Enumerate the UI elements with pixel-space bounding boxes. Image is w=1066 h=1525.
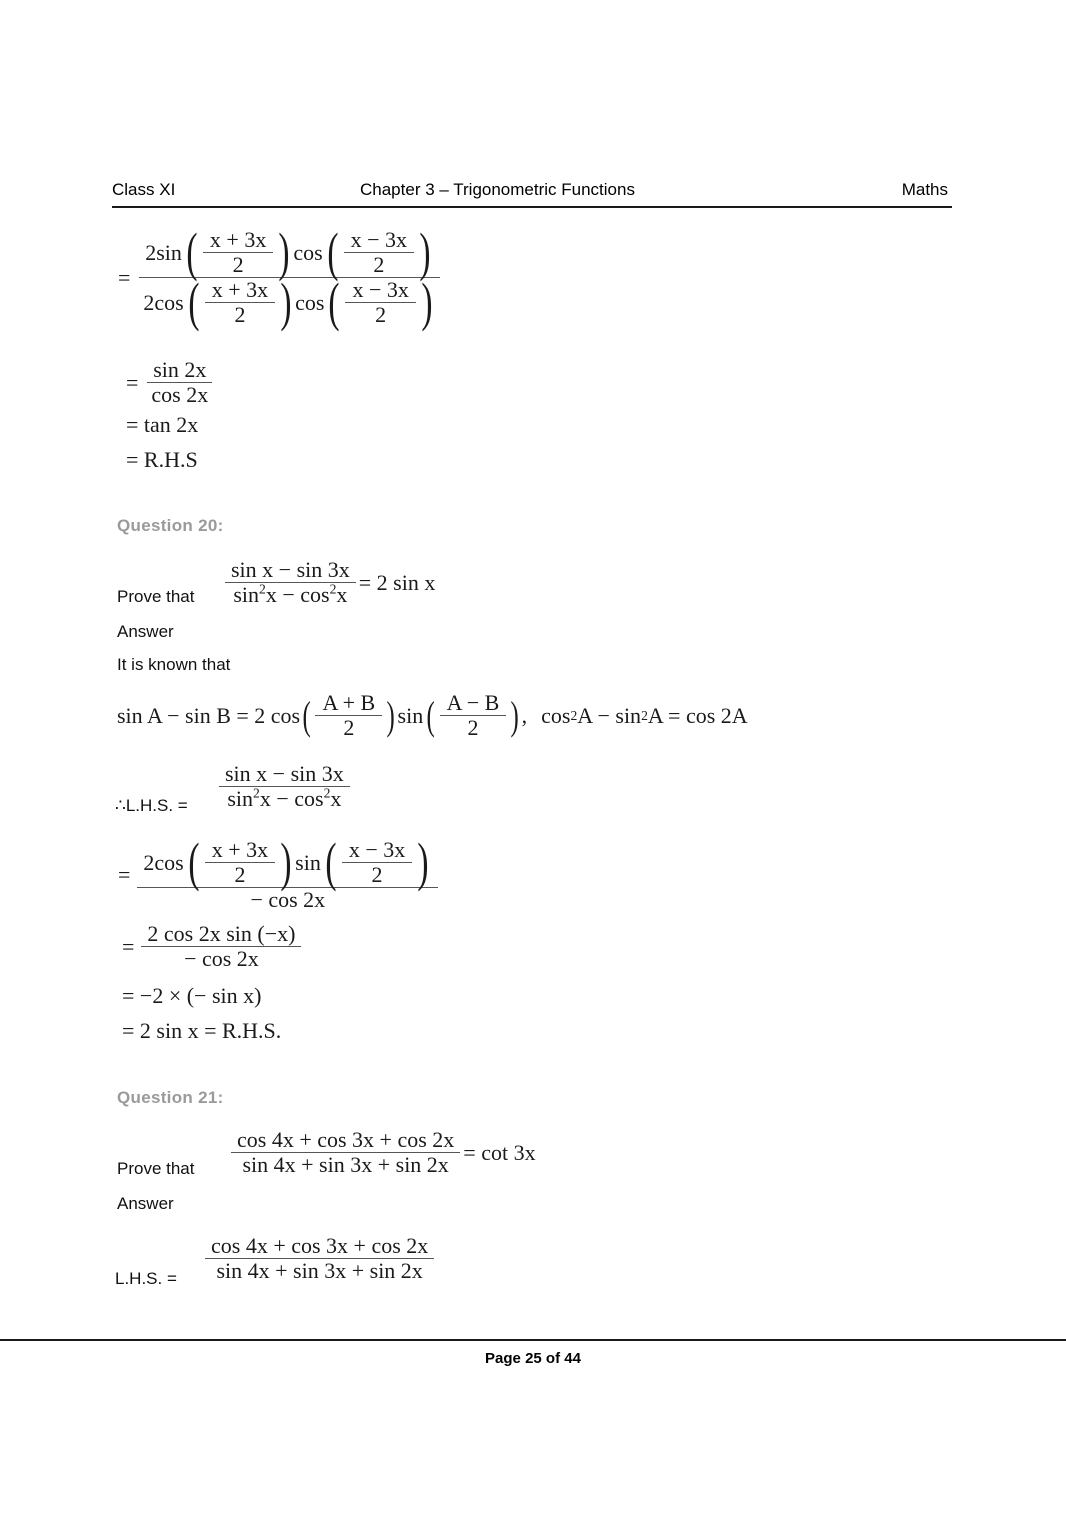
question-20-step3: = −2 × (− sin x) xyxy=(122,983,262,1008)
math-continued-step1 xyxy=(118,221,445,332)
inner-numerator-2: x − 3x xyxy=(342,839,412,863)
statement-right-side: = 2 sin x xyxy=(358,569,436,595)
right-paren-icon: ) xyxy=(280,271,292,332)
math-continued-step2 xyxy=(126,358,217,407)
numerator-coefficient: 2 xyxy=(143,849,155,875)
compound-fraction xyxy=(137,221,441,332)
fraction-denominator: − cos 2x xyxy=(250,887,326,912)
inner-numerator-4: x − 3x xyxy=(345,279,415,303)
fraction-numerator: 2 cos 2x sin (−x) xyxy=(141,922,301,947)
inner-fraction-1 xyxy=(205,839,275,886)
left-paren-icon: ( xyxy=(302,692,311,738)
left-paren-icon: ( xyxy=(188,831,200,892)
statement-fraction xyxy=(231,1128,460,1177)
question-20-prove-label: Prove that xyxy=(117,587,195,606)
left-paren-icon: ( xyxy=(426,692,436,738)
question-21-statement xyxy=(228,1128,536,1177)
fraction-numerator xyxy=(139,221,440,282)
denominator-exponent-1: 2 xyxy=(253,785,260,801)
denominator-part-3: x xyxy=(336,582,348,607)
fraction-numerator: sin 2x xyxy=(147,358,212,383)
numerator-function-2: cos xyxy=(293,239,323,265)
question-20-answer-label: Answer xyxy=(117,622,174,641)
page-header xyxy=(112,180,952,208)
left-paren-icon: ( xyxy=(188,271,200,332)
question-20-statement xyxy=(222,558,435,607)
equals-sign: = xyxy=(118,862,131,887)
denominator-exponent-2: 2 xyxy=(329,581,337,597)
denominator-exponent-1: 2 xyxy=(259,581,266,597)
fraction-numerator: sin x − sin 3x xyxy=(219,762,350,787)
identity-numerator-1: A + B xyxy=(315,692,382,716)
denominator-part-2: x − cos xyxy=(259,786,324,811)
right-paren-icon: ) xyxy=(386,692,396,738)
footer-divider xyxy=(0,1339,1066,1341)
equals-sign: = xyxy=(118,264,131,290)
equals-sign: = xyxy=(122,933,135,959)
inner-denominator-4: 2 xyxy=(375,302,387,327)
statement-fraction xyxy=(225,558,356,607)
left-paren-icon: ( xyxy=(327,221,339,282)
identity-numerator-2: A − B xyxy=(440,692,507,716)
fraction-denominator: sin 4x + sin 3x + sin 2x xyxy=(216,1258,423,1283)
denominator-part-2: x − cos xyxy=(265,582,330,607)
inner-fraction-1 xyxy=(203,229,273,276)
question-20-known-label: It is known that xyxy=(117,655,231,674)
header-subject-label: Maths xyxy=(901,180,948,199)
question-21-answer-label: Answer xyxy=(117,1194,174,1213)
question-20-identity: sin A − sin B = 2 cos ( $\frac{A + B}{2}$ ) sin ( $\frac{A - B}{2}$ ) , cos 2 A − sin 2 A = cos 2A xyxy=(117,690,748,740)
lhs-fraction xyxy=(205,1234,434,1283)
question-20-heading: Question 20: xyxy=(117,516,224,535)
header-class-label: Class XI xyxy=(112,180,176,199)
inner-numerator-2: x − 3x xyxy=(344,229,414,253)
question-20-lhs-fraction xyxy=(216,762,353,811)
inner-fraction-3 xyxy=(205,279,275,326)
identity-denominator-2: 2 xyxy=(467,715,479,740)
fraction-denominator: cos 2x xyxy=(151,382,209,407)
left-paren-icon: ( xyxy=(186,221,198,282)
inner-numerator-3: x + 3x xyxy=(205,279,275,303)
question-21-lhs-label: L.H.S. = xyxy=(115,1269,177,1288)
numerator-function-2: sin xyxy=(295,849,321,875)
right-paren-icon: ) xyxy=(280,831,292,892)
simple-fraction xyxy=(145,358,214,407)
denominator-part-1: sin xyxy=(227,786,254,811)
inner-denominator-1: 2 xyxy=(232,252,244,277)
identity-comma: , xyxy=(521,702,528,728)
inner-numerator-1: x + 3x xyxy=(205,839,275,863)
right-paren-icon: ) xyxy=(421,271,433,332)
identity-fraction-1 xyxy=(315,692,382,739)
denominator-function-2: cos xyxy=(295,289,325,315)
inner-denominator-2: 2 xyxy=(371,862,383,887)
inner-fraction-2 xyxy=(342,839,412,886)
statement-right-side: = cot 3x xyxy=(463,1139,536,1165)
fraction-numerator: cos 4x + cos 3x + cos 2x xyxy=(205,1234,434,1259)
inner-denominator-3: 2 xyxy=(234,302,246,327)
numerator-function-1: cos xyxy=(154,849,184,875)
denominator-part-3: x xyxy=(330,786,342,811)
footer-page-number: Page 25 of 44 xyxy=(485,1350,581,1367)
right-paren-icon: ) xyxy=(419,221,431,282)
fraction-denominator: − cos 2x xyxy=(184,946,259,971)
identity-second-part-1: cos xyxy=(541,702,571,728)
identity-middle-function: sin xyxy=(397,702,424,728)
question-21-lhs-fraction xyxy=(202,1234,437,1283)
identity-second-part-2: A − sin xyxy=(577,702,642,728)
math-continued-step4: = R.H.S xyxy=(126,447,198,472)
fraction-denominator xyxy=(221,787,347,811)
denominator-exponent-2: 2 xyxy=(323,785,331,801)
numerator-function-1: sin xyxy=(156,239,182,265)
right-paren-icon: ) xyxy=(510,692,520,738)
question-21-prove-label: Prove that xyxy=(117,1159,195,1178)
step1-fraction xyxy=(137,831,438,912)
math-continued-step3: = tan 2x xyxy=(126,412,199,437)
right-paren-icon: ) xyxy=(278,221,290,282)
fraction-denominator xyxy=(137,271,441,332)
denominator-coefficient: 2 xyxy=(143,289,155,315)
fraction-denominator: sin 4x + sin 3x + sin 2x xyxy=(242,1152,449,1177)
identity-left-side: sin A − sin B = 2 cos xyxy=(117,702,301,728)
inner-denominator-2: 2 xyxy=(373,252,385,277)
left-paren-icon: ( xyxy=(325,831,337,892)
fraction-denominator xyxy=(227,583,353,607)
question-20-step2 xyxy=(122,922,304,971)
inner-fraction-2 xyxy=(344,229,414,276)
right-paren-icon: ) xyxy=(417,831,429,892)
equals-sign: = xyxy=(126,369,139,395)
left-paren-icon: ( xyxy=(328,271,341,332)
question-21-heading: Question 21: xyxy=(117,1088,224,1107)
identity-denominator-1: 2 xyxy=(343,715,355,740)
inner-denominator-1: 2 xyxy=(234,862,246,887)
inner-fraction-4 xyxy=(345,279,415,326)
numerator-coefficient: 2 xyxy=(145,239,157,265)
lhs-fraction xyxy=(219,762,350,811)
fraction-numerator xyxy=(137,831,438,892)
denominator-part-1: sin xyxy=(233,582,260,607)
identity-second-part-3: A = cos 2A xyxy=(647,702,748,728)
step2-fraction xyxy=(141,922,301,971)
fraction-numerator: sin x − sin 3x xyxy=(225,558,356,583)
header-chapter-title: Chapter 3 – Trigonometric Functions xyxy=(360,180,635,199)
fraction-numerator: cos 4x + cos 3x + cos 2x xyxy=(231,1128,460,1153)
inner-numerator-1: x + 3x xyxy=(203,229,273,253)
question-20-step4: = 2 sin x = R.H.S. xyxy=(122,1018,282,1043)
identity-fraction-2 xyxy=(440,692,507,739)
denominator-function-1: cos xyxy=(154,289,184,315)
question-20-step1 xyxy=(118,831,441,912)
question-20-lhs-label: ∴L.H.S. = xyxy=(115,796,188,815)
